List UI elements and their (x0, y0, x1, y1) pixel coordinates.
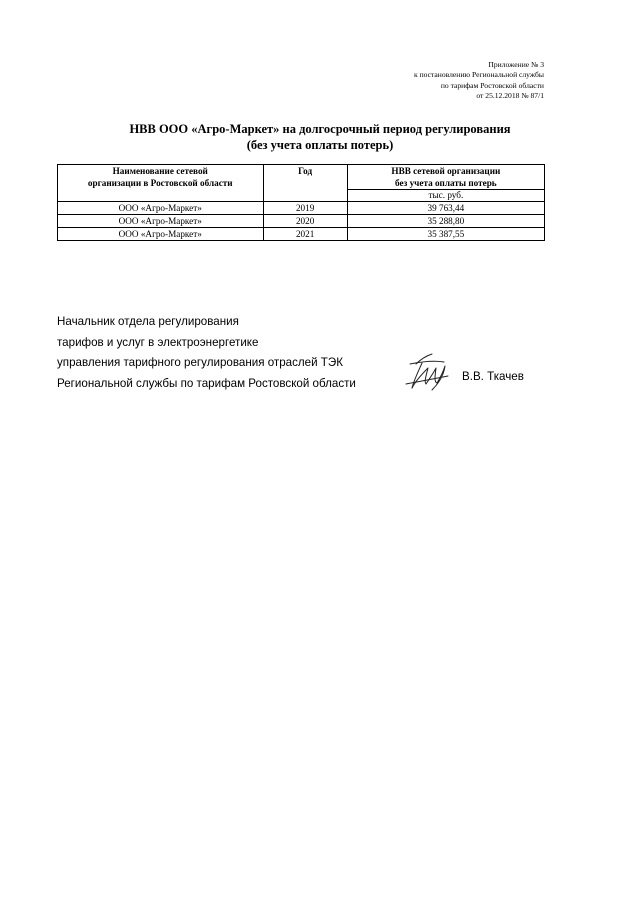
row-year: 2020 (263, 215, 347, 228)
header-year: Год (263, 165, 347, 202)
table-row (58, 228, 545, 241)
row-value: 39 763,44 (347, 202, 544, 215)
header-nvv (347, 165, 544, 202)
row-year: 2021 (263, 228, 347, 241)
document-title-line1: НВВ ООО «Агро-Маркет» на долгосрочный период регулирования (129, 122, 511, 136)
handwritten-signature (402, 350, 452, 394)
row-organization: ООО «Агро-Маркет» (58, 215, 264, 228)
header-unit: тыс. руб. (348, 189, 544, 201)
signatory-position (57, 312, 356, 394)
signatory-line1: Начальник отдела регулирования (57, 315, 239, 328)
table-row (58, 202, 545, 215)
appendix-authority: по тарифам Ростовской области (440, 80, 544, 90)
signatory-line3: управления тарифного регулирования отраслей ТЭК (57, 356, 343, 369)
signatory-line2: тарифов и услуг в электроэнергетике (57, 335, 259, 349)
table-row (58, 215, 545, 228)
header-nvv-title (348, 165, 544, 189)
document-title-line2: (без учета оплаты потерь) (246, 137, 394, 152)
row-value: 35 387,55 (347, 228, 544, 241)
appendix-decree: к постановлению Региональной службы (413, 70, 544, 80)
nvv-table (57, 164, 545, 241)
header-organization-line1: Наименование сетевой (112, 166, 208, 176)
row-year: 2019 (263, 202, 347, 215)
table-header-row (58, 165, 545, 202)
row-organization: ООО «Агро-Маркет» (58, 202, 264, 215)
header-organization (58, 165, 264, 202)
appendix-date: от 25.12.2018 № 87/1 (476, 91, 544, 101)
appendix-reference (414, 60, 544, 102)
header-organization-line2: организации в Ростовской области (87, 177, 233, 188)
signatory-line4: Региональной службы по тарифам Ростовской области (57, 376, 356, 390)
appendix-number: Приложение № 3 (488, 60, 544, 69)
document-title (0, 122, 640, 153)
row-organization: ООО «Агро-Маркет» (58, 228, 264, 241)
row-value: 35 288,80 (347, 215, 544, 228)
header-nvv-line1: НВВ сетевой организации (391, 166, 501, 176)
header-nvv-line2: без учета оплаты потерь (395, 177, 497, 188)
signer-name: В.В. Ткачев (462, 370, 524, 383)
